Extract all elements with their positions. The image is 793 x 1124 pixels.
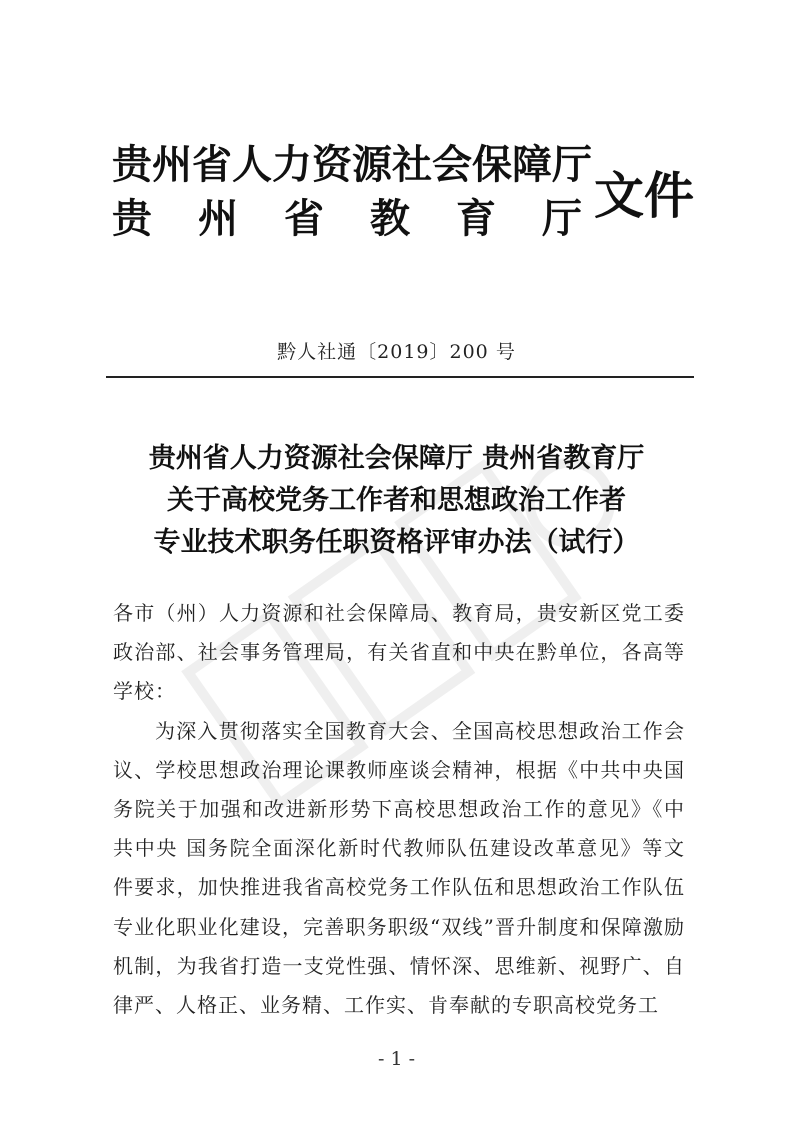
issuer-education-char: 省 [284,196,324,242]
issuer-education-char: 厅 [542,196,582,242]
title-line-2: 关于高校党务工作者和思想政治工作者 [167,485,626,516]
issuing-authorities [112,138,592,246]
document-title [0,438,793,564]
issuer-education-char: 州 [198,196,238,242]
issuer-education [112,192,582,246]
issuer-hrss: 贵州省人力资源社会保障厅 [112,142,592,188]
issuer-education-char: 贵 [112,196,152,242]
header-divider [106,376,694,378]
document-number: 黔人社通〔2019〕200 号 [277,341,516,363]
document-body [113,594,685,1025]
title-line-3: 专业技术职务任职资格评审办法（试行） [153,527,640,558]
page-number: - 1 - [377,1048,415,1070]
issuer-education-char: 教 [370,196,410,242]
document-type-label: 文件 [594,167,694,225]
salutation: 各市（州）人力资源和社会保障局、教育局，贵安新区党工委政治部、社会事务管理局，有关省直和中央在黔单位，各高等学校： [113,601,685,704]
issuer-education-char: 育 [456,196,496,242]
title-line-1: 贵州省人力资源社会保障厅 贵州省教育厅 [148,443,645,474]
body-paragraph: 为深入贯彻落实全国教育大会、全国高校思想政治工作会议、学校思想政治理论课教师座谈会精神，根据《中共中央国务院关于加强和改进新形势下高校思想政治工作的意见》《中共中央 国务院全面深化新时代教师队伍建设改革意见》等文件要求，加快推进我省高校党务工作队伍和思想政治工作队伍专业化职业化建设，完善职务职级“双线”晋升制度和保障激励机制，为我省打造一支党性强、情怀深、思维新、视野广、自律严、人格正、业务精、工作实、肯奉献的专职高校党务工 [113,718,685,1018]
